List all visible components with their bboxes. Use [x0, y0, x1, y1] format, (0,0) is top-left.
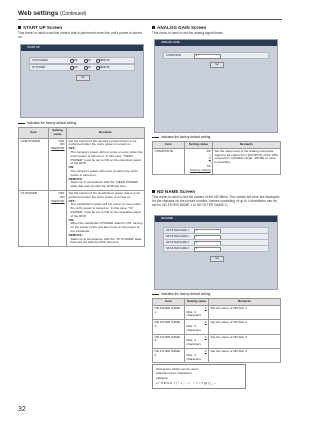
value-max: 50: [207, 163, 211, 168]
composite-item: COMPOSITE: [153, 148, 185, 174]
remarks-text: REMOTE:: [68, 232, 83, 237]
start-up-heading: [18, 25, 62, 30]
table-cell-values: [49, 138, 67, 190]
nd-name-set-button[interactable]: Set: [210, 256, 224, 262]
composite-input[interactable]: 0: [194, 54, 221, 59]
remarks-text: OFF:: [68, 146, 76, 151]
composite-label: COMPOSITE: [166, 53, 182, 57]
default-value: 2: [204, 320, 207, 325]
table-cell-item: ND FILTER NAME 3: [153, 334, 185, 348]
table-cell-values: [185, 334, 209, 348]
underline-key-icon: [18, 123, 25, 124]
remarks-text: ON:: [68, 165, 75, 170]
table-cell-values: [185, 348, 209, 362]
table-cell-values: [185, 305, 209, 319]
remarks-text: Starts up in accordance with the "VF POWER" state that was set with the ROP last time.: [70, 236, 142, 245]
composite-values: [185, 148, 213, 174]
nd-name-description: This menu is used to set the names of the ND filters. The names set here are displayed for the statuses on the picture monitor. Names consisting of up to 4 characters can be set for ND FILTER NAME 1 to ND FILTER NAME 4.: [152, 195, 280, 208]
factory-setting-label: Factory setting: [190, 167, 211, 172]
table-header-row: [19, 128, 145, 139]
max-characters: Max. 4 characters: [186, 352, 201, 361]
analog-gain-screen: [154, 39, 278, 133]
start-up-heading-text: START UP Screen: [23, 25, 63, 30]
remarks-text: Set the control of the camera's power that is to be performed when the unit's power is turned on.: [68, 138, 137, 147]
remarks-text: REMOTE:: [68, 176, 83, 181]
header-remarks: Remarks: [209, 299, 281, 306]
nd-name-heading-text: ND NAME Screen: [157, 189, 196, 194]
table-cell-remarks: Set the name of ND filter 4.: [209, 348, 281, 362]
value-default: 0: [208, 156, 211, 161]
max-characters: Max. 4 characters: [186, 323, 201, 332]
table-row: [153, 334, 281, 348]
table-cell-remarks: Set the name of ND filter 2.: [209, 320, 281, 334]
nd-filter-2-input[interactable]: 2: [194, 235, 221, 240]
square-bullet-icon: [152, 26, 155, 29]
table-cell-remarks: [67, 138, 145, 190]
cam-power-label: CAM POWER: [32, 58, 48, 62]
vf-power-label: VF POWER: [32, 65, 46, 69]
default-value: 3: [204, 334, 207, 339]
analog-gain-set-button[interactable]: Set: [210, 62, 224, 68]
table-cell-values: [49, 190, 67, 246]
legend-text: Indicates the factory default setting.: [161, 292, 212, 296]
header-item: Item: [153, 299, 185, 306]
page-title: [18, 10, 86, 17]
screen-title: ANALOG GAIN: [161, 41, 180, 44]
cam-power-off-label: OFF: [73, 58, 78, 62]
nd-filter-1-label: ND FILTER NAME 1: [166, 228, 189, 232]
nd-name-legend: [152, 292, 211, 296]
setting-value: REMOTE: [51, 198, 65, 203]
remarks-text: Set the control of the viewfinder's power that is to be performed when the unit's power is turned on.: [68, 190, 141, 199]
table-cell-item: CAM POWER: [19, 138, 49, 190]
legend-text: Indicates the factory default setting.: [27, 121, 78, 125]
page-title-continued: (Continued): [60, 11, 87, 17]
underline-key-icon: [152, 137, 159, 138]
start-up-set-button[interactable]: Set: [76, 75, 90, 81]
screen-title-bar: [155, 40, 277, 46]
remarks-text: The viewfinder's power will not come on even when the unit's power is turned on. In this case, "VF POWER" must be set to ON on the operation panel of the ROP.: [70, 202, 141, 218]
remarks-text: When the viewfinder's POWER switch is ON, turning on the power of the unit also turns on the power of the viewfinder.: [70, 221, 143, 233]
nd-filter-3-label: ND FILTER NAME 3: [166, 240, 189, 244]
composite-remarks: Set the video level of the analog composite signal to be output from [OUTPUT] of the VBS connectors. (Variable range: -80 IRE or more is possible): [213, 148, 281, 174]
note-item: ● Spaces: [156, 376, 242, 381]
start-up-legend: [18, 121, 77, 125]
remarks-text: The camera's power will not come on even when the unit's power is turned on. In this case, "HEAD POWER" must be set to ON on the operation panel of the ROP.: [70, 149, 143, 166]
table-cell-item: ND FILTER NAME 1: [153, 305, 185, 319]
table-cell-remarks: [67, 190, 145, 246]
analog-gain-description: This menu is used to set the analog signal levels.: [152, 31, 224, 35]
table-cell-remarks: Set the name of ND filter 3.: [209, 334, 281, 348]
table-row: [153, 305, 281, 319]
screen-title-bar: [21, 45, 143, 51]
header-setting-value: Setting value: [49, 128, 67, 139]
table-cell-item: ND FILTER NAME 2: [153, 320, 185, 334]
value-sep: |: [209, 152, 211, 157]
note-title: Characters which can be used:: [156, 367, 199, 371]
nd-filter-4-input[interactable]: 4: [194, 247, 221, 252]
screen-title: START UP: [27, 46, 40, 49]
note-item: ● ! " # $ % & ' ( ) * + , - . / : ; < = > ? @ [ ] _ ~: [156, 381, 242, 386]
start-up-screen: [20, 44, 144, 118]
analog-gain-heading: [152, 25, 206, 30]
max-characters: Max. 4 characters: [186, 309, 201, 318]
analog-gain-table: [152, 141, 281, 175]
legend-text: Indicates the factory default setting.: [161, 135, 212, 139]
header-setting-value: Setting value: [185, 142, 213, 149]
table-header-row: [153, 299, 281, 306]
cam-power-on-label: ON: [87, 58, 91, 62]
value-min: -80: [206, 148, 211, 153]
setting-value: ON: [59, 194, 65, 199]
nd-filter-3-input[interactable]: 3: [194, 241, 221, 246]
square-bullet-icon: [18, 26, 21, 29]
allowed-characters-note: [152, 364, 246, 389]
table-cell-remarks: Set the name of ND filter 1.: [209, 305, 281, 319]
vf-power-remote-label: REMOTE: [99, 65, 110, 69]
table-header-row: [153, 142, 281, 149]
nd-name-table: [152, 298, 281, 363]
remarks-text: ON:: [68, 217, 75, 222]
setting-value: ON: [59, 142, 65, 147]
screen-title: ND NAME: [161, 217, 174, 220]
default-value: 4: [204, 348, 207, 353]
setting-value: OFF: [58, 190, 65, 195]
start-up-table: [18, 127, 145, 247]
setting-value: REMOTE: [51, 146, 65, 151]
screen-title-bar: [155, 216, 277, 222]
analog-gain-legend: [152, 135, 211, 139]
nd-filter-4-label: ND FILTER NAME 4: [166, 246, 189, 250]
vf-power-off-label: OFF: [73, 65, 78, 69]
nd-filter-1-input[interactable]: 1: [194, 229, 221, 234]
underline-key-icon: [152, 294, 159, 295]
table-cell-item: VF POWER: [19, 190, 49, 246]
square-bullet-icon: [152, 190, 155, 193]
table-row: [19, 138, 145, 190]
vf-power-row: [29, 64, 135, 71]
table-row: [153, 148, 281, 174]
max-characters: Max. 4 characters: [186, 338, 201, 347]
nd-name-screen: [154, 215, 278, 290]
remarks-text: Starts up in accordance with the "HEAD POWER" state that was set with the ROP last time.: [70, 180, 139, 189]
title-divider: [18, 19, 282, 20]
default-value: 1: [204, 305, 207, 310]
header-item: Item: [153, 142, 185, 149]
table-row: [153, 320, 281, 334]
nd-filter-4-row: [163, 245, 269, 252]
cam-power-row: [29, 57, 135, 64]
composite-row: [163, 52, 269, 59]
header-remarks: Remarks: [213, 142, 281, 149]
header-setting-value: Setting value: [185, 299, 209, 306]
table-cell-values: [185, 320, 209, 334]
vf-power-on-label: ON: [87, 65, 91, 69]
analog-gain-heading-text: ANALOG GAIN Screen: [157, 25, 207, 30]
start-up-description: This menu is used to set the control that is performed when the unit's power is turned on.: [18, 31, 142, 40]
page-number: 32: [18, 406, 26, 413]
remarks-text: The camera's power will come on when the unit's power is turned on.: [70, 168, 138, 177]
cam-power-remote-label: REMOTE: [99, 58, 110, 62]
note-item: ● Alphanumeric characters: [156, 371, 242, 376]
remarks-text: OFF:: [68, 198, 76, 203]
table-row: [19, 190, 145, 246]
nd-name-heading: [152, 189, 195, 194]
setting-value: OFF: [58, 138, 65, 143]
table-row: [153, 348, 281, 362]
header-remarks: Remarks: [67, 128, 145, 139]
page-title-text: Web settings: [18, 10, 59, 17]
table-cell-item: ND FILTER NAME 4: [153, 348, 185, 362]
header-item: Item: [19, 128, 49, 139]
nd-filter-2-label: ND FILTER NAME 2: [166, 234, 189, 238]
value-sep: |: [209, 160, 211, 165]
